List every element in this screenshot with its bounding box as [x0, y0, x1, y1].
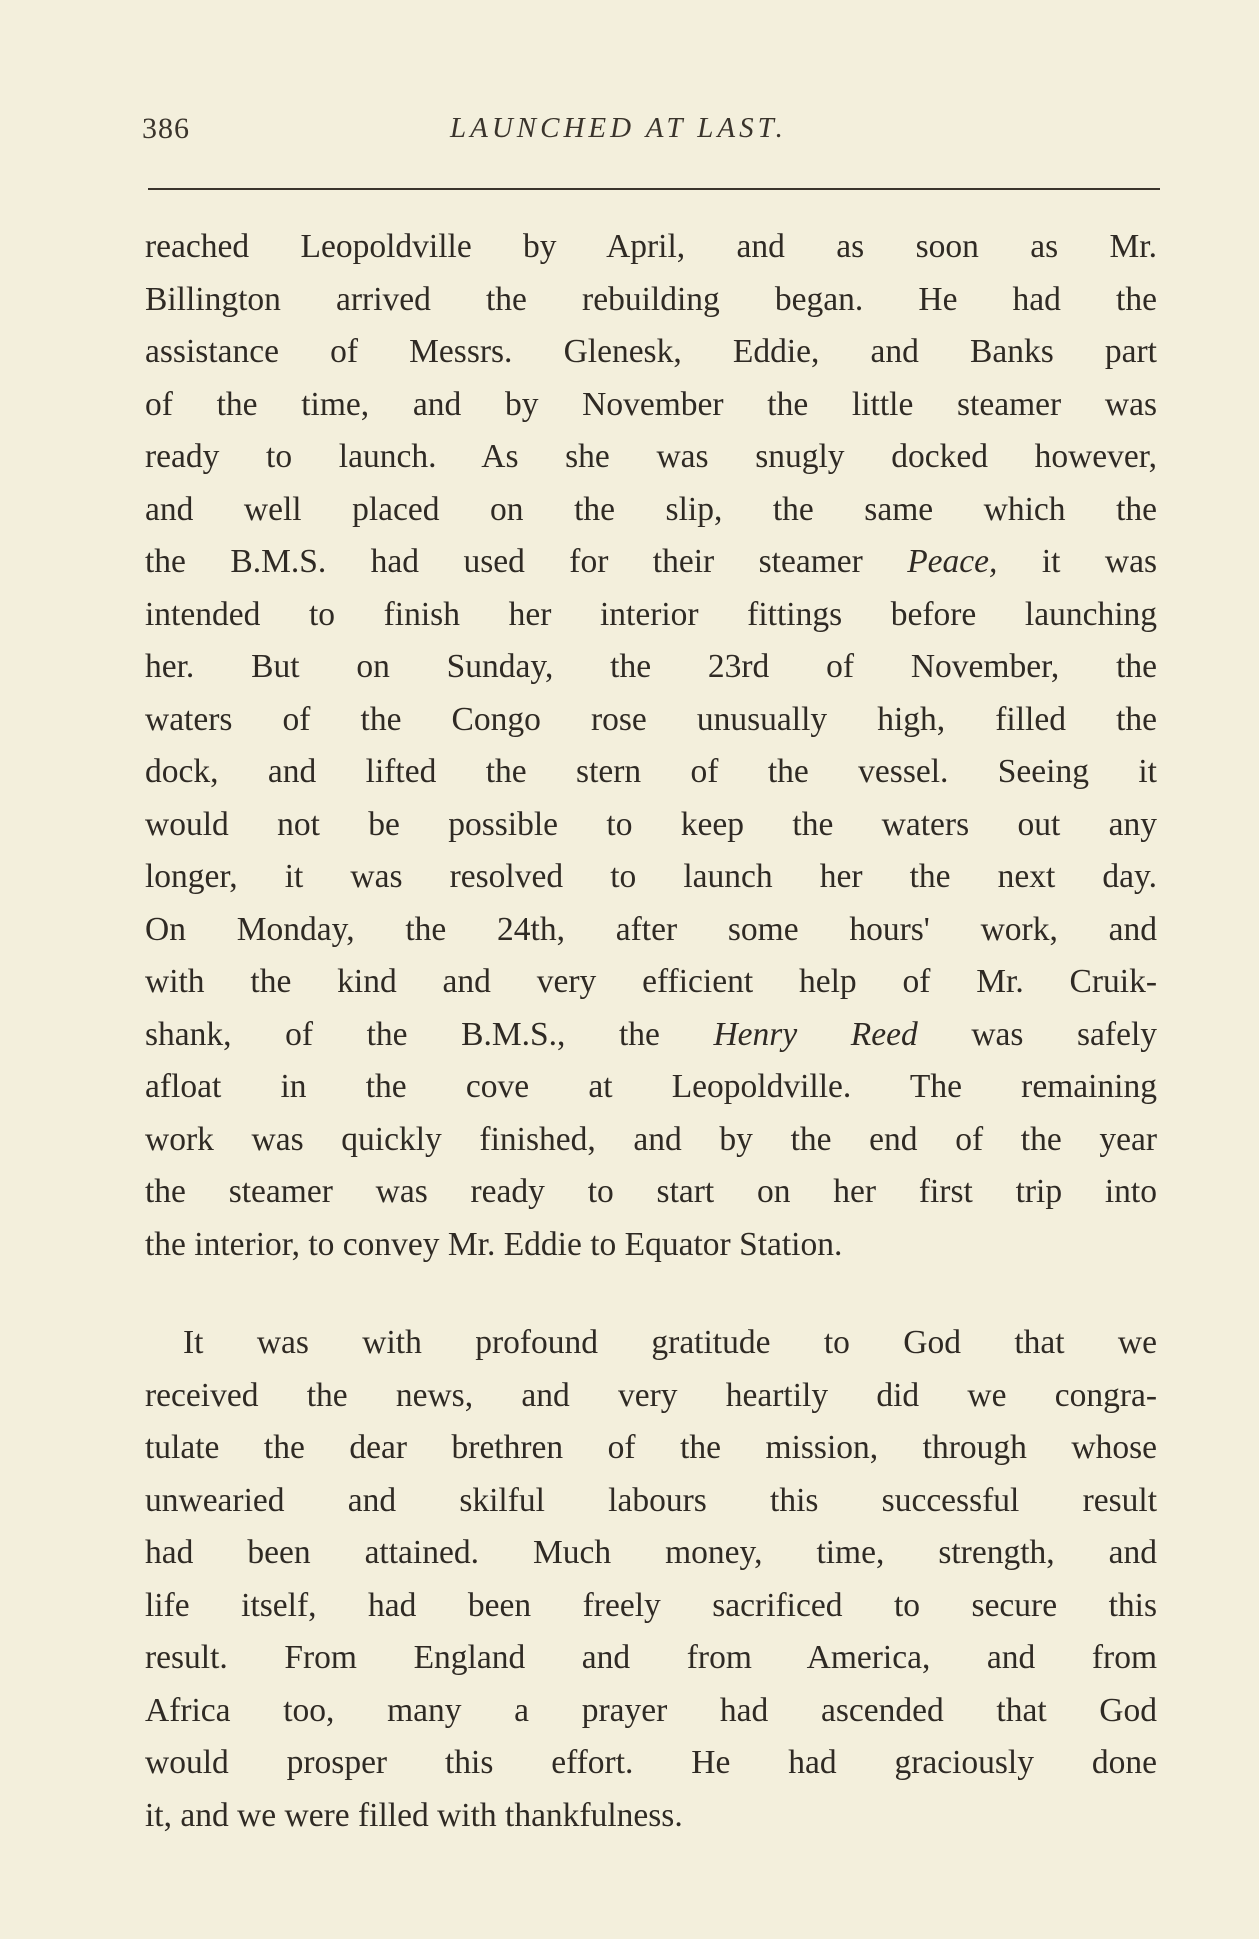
text-line: intended to finish her interior fittings before launching: [145, 595, 1157, 633]
text-line: afloat in the cove at Leopoldville. The remaining: [145, 1068, 1157, 1105]
text-line: the steamer was ready to start on her first trip into: [145, 1173, 1157, 1210]
text-line: assistance of Messrs. Glenesk, Eddie, and Banks part: [145, 333, 1157, 370]
text-line: Africa too, many a prayer had ascended that God: [145, 1691, 1157, 1729]
text-line: Billington arrived the rebuilding began. He had the: [145, 280, 1157, 318]
text-line: [145, 536, 1157, 589]
text-line: received the news, and very heartily did we congra-: [145, 1376, 1157, 1414]
text-line: would not be possible to keep the waters out any: [145, 805, 1157, 843]
running-title: LAUNCHED AT LAST.: [450, 112, 787, 144]
text-line: ready to launch. As she was snugly docked however,: [145, 438, 1157, 475]
header-rule: [148, 188, 1160, 190]
paragraph-gratitude: [145, 1317, 1157, 1842]
text-line: and well placed on the slip, the same which the: [145, 490, 1157, 528]
text-line: would prosper this effort. He had graciously done: [145, 1744, 1157, 1781]
text-line: unwearied and skilful labours this successful result: [145, 1481, 1157, 1519]
text-line: On Monday, the 24th, after some hours' work, and: [145, 910, 1157, 948]
text-line: It was with profound gratitude to God that we: [183, 1324, 1157, 1361]
italic-ship-name: Henry Reed: [713, 1015, 918, 1053]
text-line: her. But on Sunday, the 23rd of November, the: [145, 648, 1157, 685]
italic-ship-name: Peace,: [907, 543, 998, 580]
text-line: life itself, had been freely sacrificed to secure this: [145, 1586, 1157, 1624]
text-segment: the B.M.S. had used for their steamer: [145, 543, 908, 580]
text-segment: it was: [997, 543, 1157, 580]
text-line: dock, and lifted the stern of the vessel. Seeing it: [145, 753, 1157, 790]
text-line: tulate the dear brethren of the mission, through whose: [145, 1429, 1157, 1466]
text-line: [145, 1009, 1157, 1062]
text-line: result. From England and from America, and from: [145, 1639, 1157, 1676]
text-line: work was quickly finished, and by the end of the year: [145, 1120, 1157, 1158]
running-head: [140, 106, 1160, 156]
text-line: had been attained. Much money, time, strength, and: [145, 1534, 1157, 1571]
text-segment: shank, of the B.M.S., the: [145, 1015, 714, 1053]
text-segment: was safely: [917, 1015, 1158, 1053]
text-line: waters of the Congo rose unusually high, filled the: [145, 700, 1157, 738]
text-line: the interior, to convey Mr. Eddie to Equator Station.: [145, 1225, 843, 1263]
paragraph-launch: [145, 221, 1157, 1271]
text-line: with the kind and very efficient help of Mr. Cruik-: [145, 963, 1157, 1000]
text-line: longer, it was resolved to launch her the next day.: [145, 858, 1157, 895]
text-line: it, and we were filled with thankfulness.: [145, 1796, 683, 1834]
text-line: of the time, and by November the little steamer was: [145, 385, 1157, 423]
page-number: 386: [142, 112, 190, 145]
text-line: reached Leopoldville by April, and as soon as Mr.: [145, 228, 1157, 265]
